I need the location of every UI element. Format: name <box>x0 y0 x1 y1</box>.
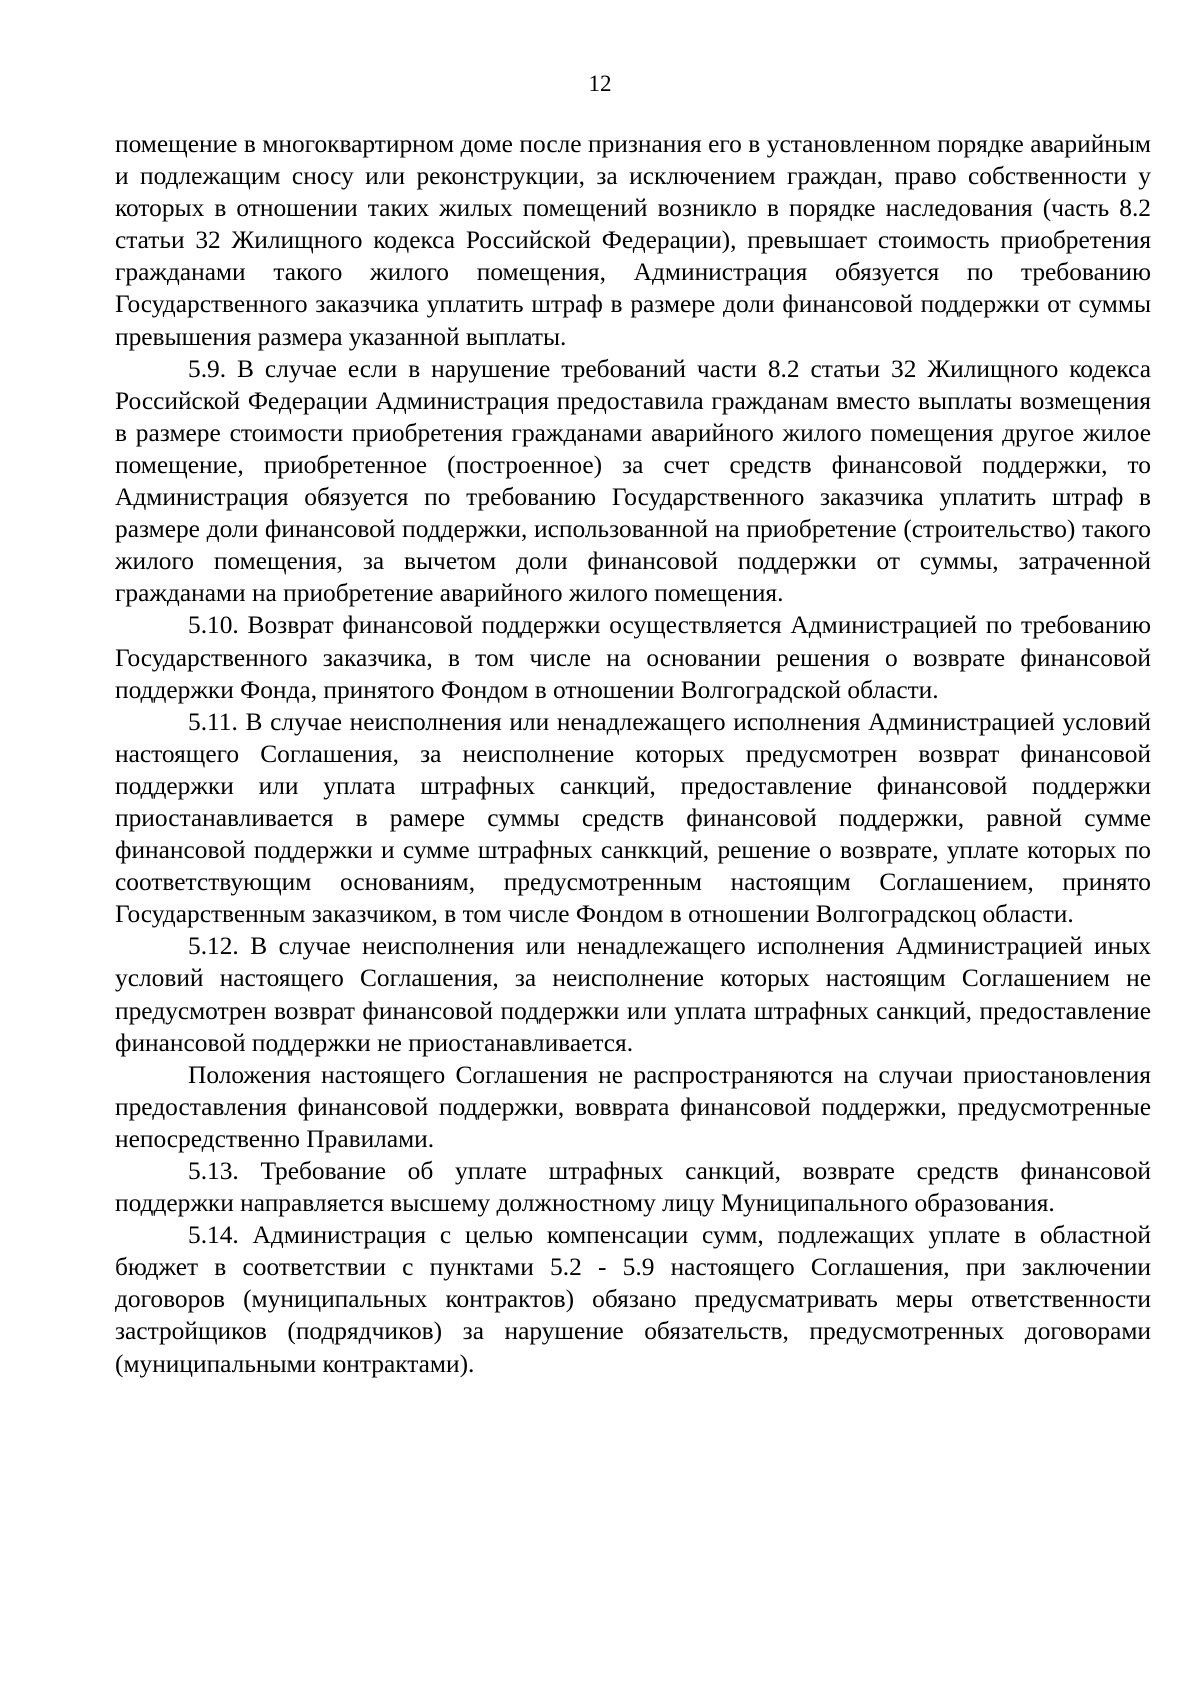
paragraph-5-12: 5.12. В случае неисполнения или ненадлежащего исполнения Администрацией иных условий настоящего Соглашения, за неисполнение которых настоящим Соглашением не предусмотрен возврат финансовой поддержки или уплата штрафных санкций, предоставление финансовой поддержки не приостанавливается. <box>115 932 1151 1057</box>
document-body <box>115 128 1151 1380</box>
paragraph-5-14: 5.14. Администрация с целью компенсации сумм, подлежащих уплате в областной бюджет в соответствии с пунктами 5.2 - 5.9 настоящего Соглашения, при заключении договоров (муниципальных контрактов) обязано предусматривать меры ответственности застройщиков (подрядчиков) за нарушение обязательств, предусмотренных договорами (муниципальными контрактами). <box>115 1221 1151 1378</box>
paragraph-provisions: Положения настоящего Соглашения не распространяются на случаи приостановления предоставления финансовой поддержки, вовврата финансовой поддержки, предусмотренные непосредственно Правилами. <box>115 1060 1151 1153</box>
paragraph-continuation: помещение в многоквартирном доме после признания его в установленном порядке аварийным и подлежащим сносу или реконструкции, за исключением граждан, право собственности у которых в отношении таких жилых помещений возникло в порядке наследования (часть 8.2 статьи 32 Жилищного кодекса Российской Федерации), превышает стоимость приобретения гражданами такого жилого помещения, Администрация обязуется по требованию Государственного заказчика уплатить штраф в размере доли финансовой поддержки от суммы превышения размера указанной выплаты. <box>115 130 1151 351</box>
page-number: 12 <box>588 71 612 96</box>
paragraph-5-13: 5.13. Требование об уплате штрафных санкций, возврате средств финансовой поддержки направляется высшему должностному лицу Муниципального образования. <box>115 1157 1151 1218</box>
paragraph-5-11: 5.11. В случае неисполнения или ненадлежащего исполнения Администрацией условий настоящего Соглашения, за неисполнение которых предусмотрен возврат финансовой поддержки или уплата штрафных санкций, предоставление финансовой поддержки приостанавливается в рамере суммы средств финансовой поддержки, равной сумме финансовой поддержки и сумме штрафных санккций, решение о возврате, уплате которых по соответствующим основаниям, предусмотренным настоящим Соглашением, принято Государственным заказчиком, в том числе Фондом в отношении Волгоградскоц области. <box>115 707 1151 929</box>
paragraph-5-10: 5.10. Возврат финансовой поддержки осуществляется Администрацией по требованию Государственного заказчика, в том числе на основании решения о возврате финансовой поддержки Фонда, принятого Фондом в отношении Волгоградской области. <box>115 611 1151 704</box>
paragraph-5-9: 5.9. В случае если в нарушение требований части 8.2 статьи 32 Жилищного кодекса Российской Федерации Администрация предоставила гражданам вместо выплаты возмещения в размере стоимости приобретения гражданами аварийного жилого помещения другое жилое помещение, приобретенное (построенное) за счет средств финансовой поддержки, то Администрация обязуется по требованию Государственного заказчика уплатить штраф в размере доли финансовой поддержки, использованной на приобретение (строительство) такого жилого помещения, за вычетом доли финансовой поддержки от суммы, затраченной гражданами на приобретение аварийного жилого помещения. <box>115 354 1151 608</box>
